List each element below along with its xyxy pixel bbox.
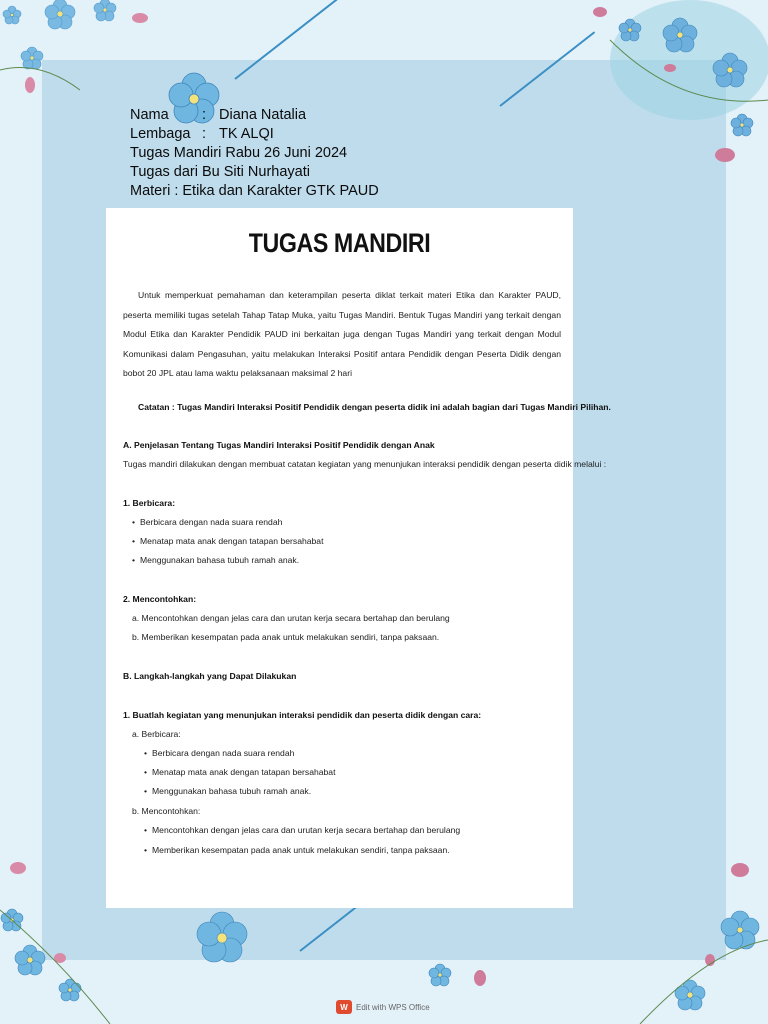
- wps-logo-icon: W: [336, 1000, 352, 1014]
- list-item: a. Mencontohkan dengan jelas cara dan urutan kerja secara bertahap dan berulang: [132, 613, 450, 623]
- list-item: • Menggunakan bahasa tubuh ramah anak.: [152, 786, 311, 796]
- list-item: • Mencontohkan dengan jelas cara dan urutan kerja secara bertahap dan berulang: [152, 825, 460, 835]
- section-a-title: A. Penjelasan Tentang Tugas Mandiri Interaksi Positif Pendidik dengan Anak: [123, 440, 435, 450]
- intro-paragraph: Untuk memperkuat pemahaman dan keterampilan peserta diklat terkait materi Etika dan Karakter PAUD, peserta memiliki tugas setelah Tahap Tatap Muka, yaitu Tugas Mandiri. Bentuk Tugas Mandiri yang terkait dengan Modul Etika dan Karakter Pendidik PAUD ini berkaitan juga dengan Tugas Mandiri yang terkait dengan Modul Komunikasi dalam Pengasuhan, yaitu melakukan Interaksi Positif antara Pendidik dengan Peserta Didik dengan bobot 20 JPL atau lama waktu pelaksanaan maksimal 2 hari: [123, 290, 561, 379]
- header-label: Lembaga: [130, 126, 191, 142]
- list-item: • Memberikan kesempatan pada anak untuk melakukan sendiri, tanpa paksaan.: [152, 845, 450, 855]
- document-page: [106, 208, 611, 908]
- header-row-nama: [130, 106, 379, 125]
- a1-title: 1. Berbicara:: [123, 498, 176, 508]
- header-colon: :: [202, 107, 207, 123]
- list-item: • Menatap mata anak dengan tatapan bersahabat: [152, 767, 335, 777]
- b1-title: 1. Buatlah kegiatan yang menunjukan interaksi pendidik dan peserta didik dengan cara:: [123, 710, 482, 720]
- header-task-from: Tugas dari Bu Siti Nurhayati: [130, 164, 310, 180]
- header-value: Diana Natalia: [219, 107, 307, 123]
- b1b-label: b. Mencontohkan:: [132, 806, 201, 816]
- list-item: • Menatap mata anak dengan tatapan bersahabat: [140, 536, 323, 546]
- header-value: TK ALQI: [219, 126, 274, 142]
- header-task-date: Tugas Mandiri Rabu 26 Juni 2024: [130, 145, 348, 161]
- header-subject: Materi : Etika dan Karakter GTK PAUD: [130, 183, 379, 199]
- header-info: [130, 106, 379, 201]
- section-a-text: Tugas mandiri dilakukan dengan membuat catatan kegiatan yang menunjukan interaksi pendidik dengan peserta didik melalui :: [123, 459, 607, 469]
- a2-title: 2. Mencontohkan:: [123, 594, 197, 604]
- header-colon: :: [202, 126, 207, 142]
- list-item: • Berbicara dengan nada suara rendah: [140, 517, 282, 527]
- section-b-title: B. Langkah-langkah yang Dapat Dilakukan: [123, 671, 297, 681]
- flower-cluster-top-left: [0, 0, 170, 110]
- list-item: • Berbicara dengan nada suara rendah: [152, 748, 294, 758]
- list-item: • Menggunakan bahasa tubuh ramah anak.: [140, 555, 299, 565]
- list-item: b. Memberikan kesempatan pada anak untuk melakukan sendiri, tanpa paksaan.: [132, 632, 440, 642]
- flower-cluster-top-right: [480, 0, 768, 180]
- b1a-label: a. Berbicara:: [132, 729, 181, 739]
- header-label: Nama: [130, 107, 169, 123]
- note-text: Catatan : Tugas Mandiri Interaksi Positif Pendidik dengan peserta didik ini adalah bagian dari Tugas Mandiri Pilihan.: [138, 402, 611, 412]
- header-row-lembaga: [130, 125, 379, 144]
- document-title: TUGAS MANDIRI: [248, 228, 431, 258]
- watermark-text: Edit with WPS Office: [356, 1002, 430, 1012]
- wps-watermark: [336, 1000, 430, 1014]
